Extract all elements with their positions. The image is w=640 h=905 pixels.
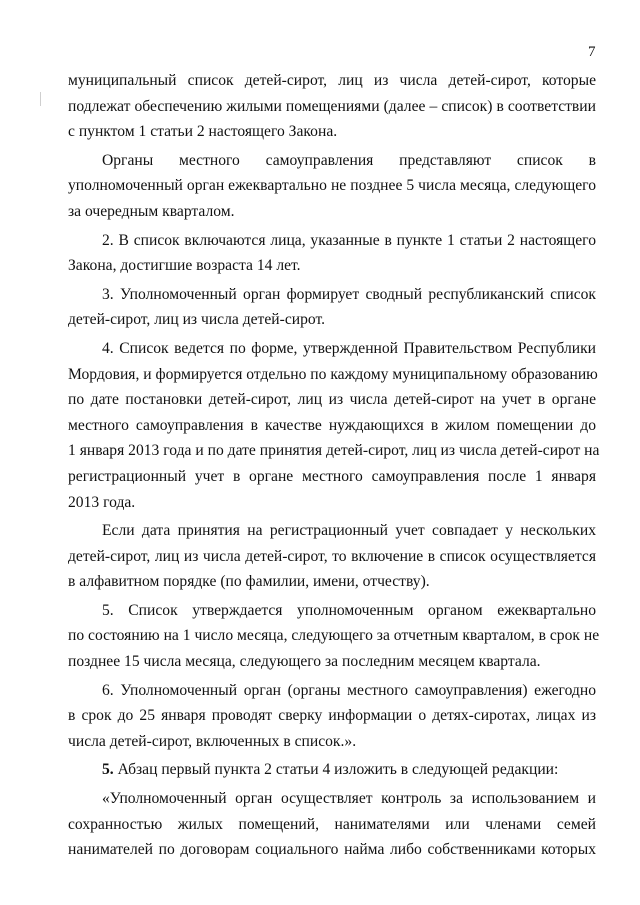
paragraph-item-5 <box>68 598 600 675</box>
text-line: регистрационный учет в органе местного самоуправления после 1 января <box>68 467 596 485</box>
text-line: за очередным кварталом. <box>68 202 235 220</box>
text-line: местного самоуправления в качестве нуждающихся в жилом помещении до <box>68 416 596 434</box>
text-line: с пунктом 1 статьи 2 настоящего Закона. <box>68 123 338 141</box>
text-line: детей-сирот, лиц из числа детей-сирот, то включение в список осуществляется <box>68 547 596 565</box>
paragraph-list-continuation <box>68 68 596 145</box>
text-line: подлежат обеспечению жилыми помещениями (далее – список) в соответствии <box>68 97 596 115</box>
text-line: 2013 года. <box>68 493 136 511</box>
text-line: 4. Список ведется по форме, утвержденной Правительством Республики <box>102 339 596 357</box>
text-line: позднее 15 числа месяца, следующего за последним месяцем квартала. <box>68 653 541 671</box>
paragraph-item-2 <box>68 228 596 279</box>
text-line: 3. Уполномоченный орган формирует сводный республиканский список <box>102 285 596 303</box>
document-body <box>68 68 600 866</box>
text-line: уполномоченный орган ежеквартально не позднее 5 числа месяца, следующего <box>68 177 596 195</box>
text-line: числа детей-сирот, включенных в список.». <box>68 732 357 750</box>
paragraph-quoted-control <box>68 786 596 863</box>
text-line: 6. Уполномоченный орган (органы местного самоуправления) ежегодно <box>102 681 596 699</box>
text-line: 1 января 2013 года и по дате принятия детей-сирот, лиц из числа детей-сирот на <box>68 442 600 460</box>
text-line: «Уполномоченный орган осуществляет контроль за использованием и <box>102 790 596 808</box>
text-line: 5. Список утверждается уполномоченным органом ежеквартально <box>102 601 596 619</box>
text-line: муниципальный список детей-сирот, лиц из числа детей-сирот, которые <box>68 72 596 89</box>
text-line: по состоянию на 1 число месяца, следующего за отчетным кварталом, в срок не <box>68 627 600 645</box>
text-line: по дате постановки детей-сирот, лиц из числа детей-сирот на учет в органе <box>68 391 596 409</box>
page-number: 7 <box>588 44 596 60</box>
text-line: Закона, достигшие возраста 14 лет. <box>68 257 301 275</box>
scan-artifact <box>40 92 41 106</box>
text-line: Мордовия, и формируется отдельно по каждому муниципальному образованию <box>68 365 598 383</box>
text-line: в срок до 25 января проводят сверку информации о детях-сиротах, лицах из <box>68 707 596 725</box>
text-line: нанимателей по договорам социального найма либо собственниками которых <box>68 841 596 859</box>
amendment-number: 5. <box>102 761 114 779</box>
text-line: Если дата принятия на регистрационный учет совпадает у нескольких <box>102 522 596 540</box>
text-line: в алфавитном порядке (по фамилии, имени, отчеству). <box>68 573 430 591</box>
paragraph-amendment-5 <box>68 757 596 783</box>
text-line <box>68 757 596 783</box>
paragraph-item-6 <box>68 678 596 755</box>
text-line: 2. В список включаются лица, указанные в пункте 1 статьи 2 настоящего <box>102 231 596 249</box>
paragraph-item-3 <box>68 282 596 333</box>
amendment-text: Абзац первый пункта 2 статьи 4 изложить в следующей редакции: <box>113 761 559 779</box>
paragraph-alphabetical-order <box>68 518 596 595</box>
text-line: детей-сирот, лиц из числа детей-сирот. <box>68 311 326 329</box>
text-line: сохранностью жилых помещений, нанимателями или членами семей <box>68 815 596 833</box>
paragraph-item-4 <box>68 336 600 515</box>
text-line: Органы местного самоуправления представляют список в <box>102 151 596 169</box>
paragraph-local-authorities <box>68 148 596 225</box>
